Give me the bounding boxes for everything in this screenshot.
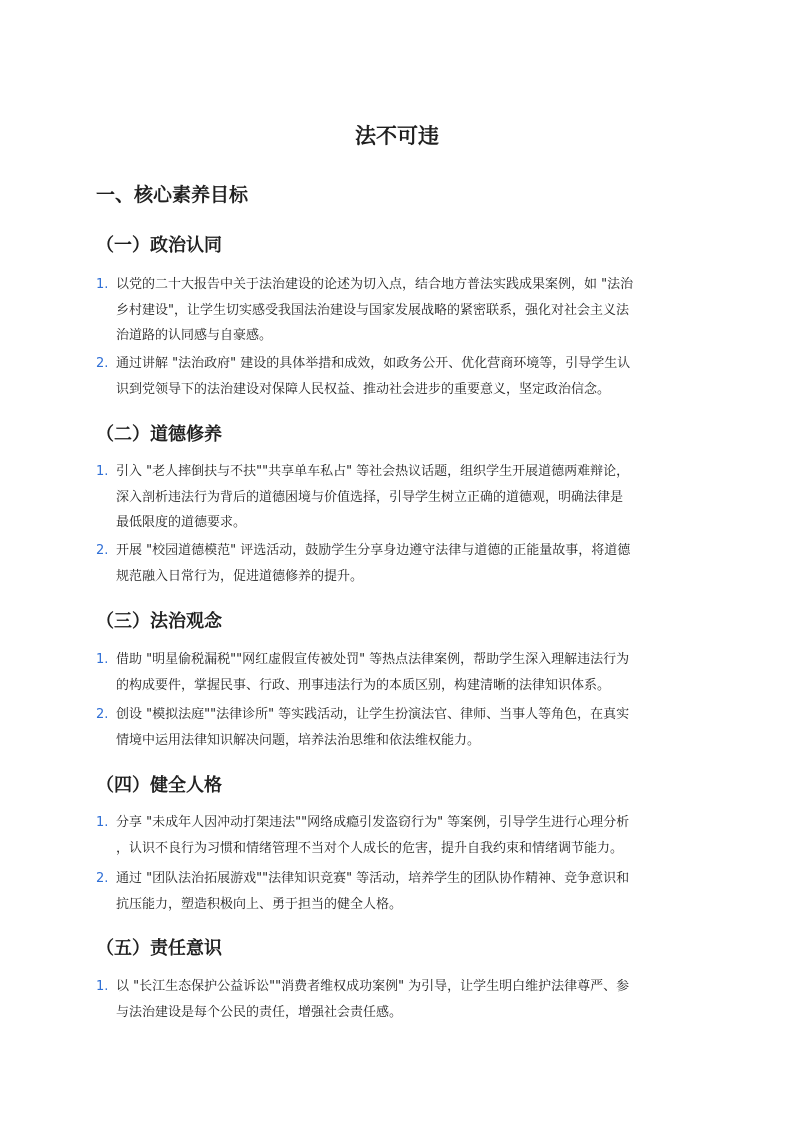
list-item	[96, 351, 696, 402]
item-line: 抗压能力，塑造积极向上、勇于担当的健全人格。	[116, 896, 403, 912]
item-line: 识到党领导下的法治建设对保障人民权益、推动社会进步的重要意义，坚定政治信念。	[116, 381, 611, 397]
item-line: 治道路的认同感与自豪感。	[116, 328, 273, 343]
subsection-heading-moral-cultivation: （二）道德修养	[96, 424, 222, 445]
list-item	[96, 538, 696, 589]
item-line: 与法治建设是每个公民的责任，增强社会责任感。	[116, 1004, 403, 1020]
subsection-heading-sound-personality: （四）健全人格	[96, 775, 222, 796]
item-line: 通过讲解 "法治政府" 建设的具体举措和成效，如政务公开、优化营商环境等，引导学生认	[116, 356, 631, 371]
list-number: 1.	[96, 277, 109, 292]
item-line: 分享 "未成年人因冲动打架违法""网络成瘾引发盗窃行为" 等案例，引导学生进行心理分析	[116, 815, 630, 830]
subsection-heading-responsibility: （五）责任意识	[96, 938, 222, 959]
list-number: 1.	[96, 464, 109, 479]
item-line: 深入剖析违法行为背后的道德困境与价值选择，引导学生树立正确的道德观，明确法律是	[116, 489, 624, 505]
item-line: 引入 "老人摔倒扶与不扶""共享单车私占" 等社会热议话题，组织学生开展道德两难辩论，	[116, 464, 630, 479]
item-line: ，认识不良行为习惯和情绪管理不当对个人成长的危害，提升自我约束和情绪调节能力。	[116, 840, 624, 856]
list-item	[96, 272, 696, 349]
subsection-heading-political-identity: （一）政治认同	[96, 235, 222, 256]
list-number: 1.	[96, 652, 109, 667]
list-number: 2.	[96, 543, 109, 558]
subsection-heading-rule-of-law: （三）法治观念	[96, 611, 222, 632]
item-line: 的构成要件，掌握民事、行政、刑事违法行为的本质区别，构建清晰的法律知识体系。	[116, 677, 611, 693]
item-line: 以 "长江生态保护公益诉讼""消费者维权成功案例" 为引导，让学生明白维护法律尊严、参	[116, 979, 630, 994]
list-number: 2.	[96, 707, 109, 722]
list-item	[96, 459, 696, 536]
list-item	[96, 866, 696, 917]
item-line: 最低限度的道德要求。	[116, 515, 247, 530]
item-line: 规范融入日常行为，促进道德修养的提升。	[116, 568, 364, 584]
list-number: 2.	[96, 356, 109, 371]
page-title: 法不可违	[355, 124, 439, 148]
item-line: 借助 "明星偷税漏税""网红虚假宣传被处罚" 等热点法律案例，帮助学生深入理解违法行为	[116, 652, 630, 667]
item-line: 通过 "团队法治拓展游戏""法律知识竞赛" 等活动，培养学生的团队协作精神、竞争意识和	[116, 871, 630, 886]
list-item	[96, 647, 696, 698]
item-line: 情境中运用法律知识解决问题，培养法治思维和依法维权能力。	[116, 732, 481, 748]
item-line: 创设 "模拟法庭""法律诊所" 等实践活动，让学生扮演法官、律师、当事人等角色，在真实	[116, 707, 630, 722]
item-line: 开展 "校园道德模范" 评选活动，鼓励学生分享身边遵守法律与道德的正能量故事，将道德	[116, 543, 631, 558]
section-heading: 一、核心素养目标	[96, 184, 249, 206]
item-line: 以党的二十大报告中关于法治建设的论述为切入点，结合地方普法实践成果案例，如 "法治	[116, 277, 634, 292]
list-number: 1.	[96, 815, 109, 830]
list-number: 2.	[96, 871, 109, 886]
list-number: 1.	[96, 979, 109, 994]
list-item	[96, 702, 696, 753]
list-item	[96, 810, 696, 861]
list-item	[96, 974, 696, 1025]
item-line: 乡村建设"，让学生切实感受我国法治建设与国家发展战略的紧密联系，强化对社会主义法	[116, 302, 629, 318]
